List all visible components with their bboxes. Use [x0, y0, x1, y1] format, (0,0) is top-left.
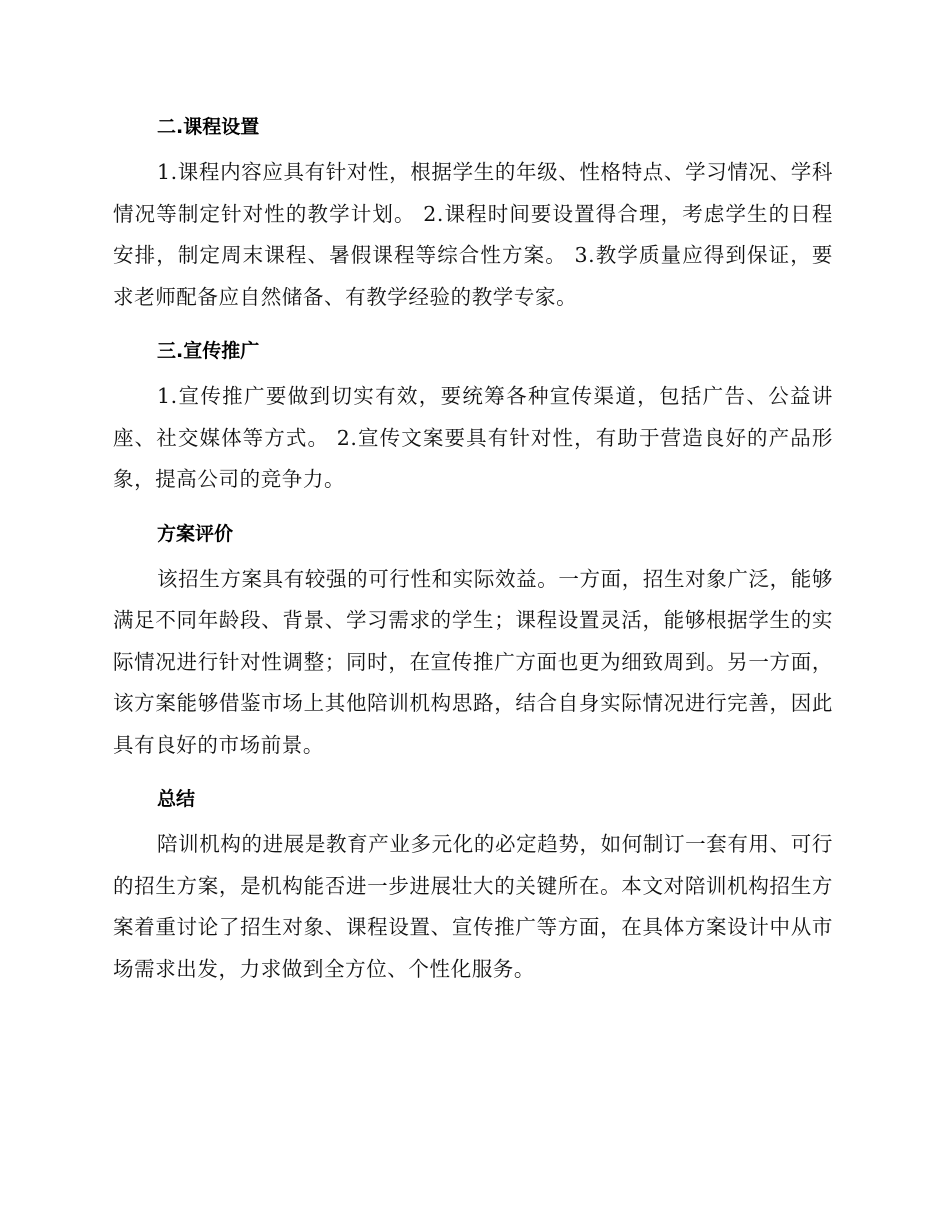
section-paragraph-promotion: 1.宣传推广要做到切实有效，要统筹各种宣传渠道，包括广告、公益讲座、社交媒体等方式。 2.宣传文案要具有针对性，有助于营造良好的产品形象，提高公司的竞争力。 — [113, 384, 833, 491]
section-heading-summary: 总结 — [157, 788, 196, 810]
section-paragraph-summary: 陪训机构的进展是教育产业多元化的必定趋势，如何制订一套有用、可行的招生方案，是机构能否进一步进展壮大的关键所在。本文对陪训机构招生方案着重讨论了招生对象、课程设置、宣传推广等方面，在具体方案设计中从市场需求出发，力求做到全方位、个性化服务。 — [113, 832, 833, 981]
section-heading-evaluation: 方案评价 — [157, 522, 234, 545]
document-body — [113, 106, 833, 990]
section-heading-course-setup: 二.课程设置 — [157, 116, 260, 138]
section-paragraph-course-setup: 1.课程内容应具有针对性，根据学生的年级、性格特点、学习情况、学科情况等制定针对性的教学计划。 2.课程时间要设置得合理，考虑学生的日程安排，制定周末课程、暑假课程等综合性方案。 3.教学质量应得到保证，要求老师配备应自然储备、有教学经验的教学专家。 — [113, 160, 833, 309]
section-heading-promotion: 三.宣传推广 — [157, 340, 260, 362]
section-paragraph-evaluation: 该招生方案具有较强的可行性和实际效益。一方面，招生对象广泛，能够满足不同年龄段、背景、学习需求的学生；课程设置灵活，能够根据学生的实际情况进行针对性调整；同时，在宣传推广方面也更为细致周到。另一方面，该方案能够借鉴市场上其他陪训机构思路，结合自身实际情况进行完善，因此具有良好的市场前景。 — [113, 566, 833, 757]
